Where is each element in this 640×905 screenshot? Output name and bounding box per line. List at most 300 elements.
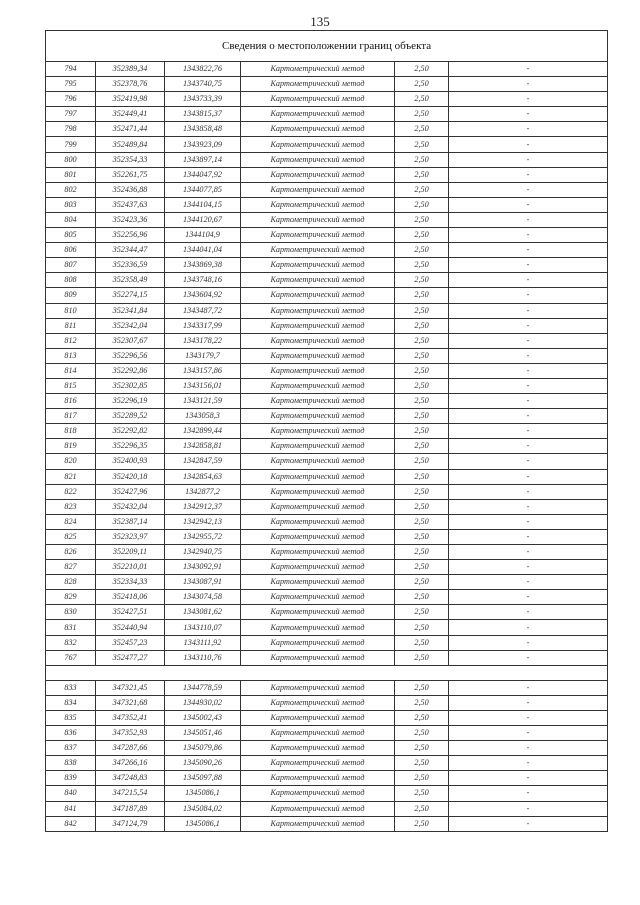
cell-precision: 2,50 — [395, 197, 449, 212]
cell-precision: 2,50 — [395, 635, 449, 650]
table-row — [46, 77, 608, 92]
table-row — [46, 122, 608, 137]
page-number: 135 — [310, 14, 330, 29]
cell-coord-y: 1343822,76 — [165, 62, 241, 77]
cell-description: - — [449, 560, 608, 575]
cell-point-number: 799 — [46, 137, 96, 152]
cell-point-number: 798 — [46, 122, 96, 137]
table-row — [46, 454, 608, 469]
cell-coord-y: 1342847,59 — [165, 454, 241, 469]
cell-method: Картометрический метод — [241, 212, 395, 227]
cell-coord-x: 352336,59 — [96, 258, 165, 273]
cell-coord-y: 1343111,92 — [165, 635, 241, 650]
cell-coord-y: 1345090,26 — [165, 756, 241, 771]
cell-precision: 2,50 — [395, 620, 449, 635]
cell-coord-y: 1343074,58 — [165, 590, 241, 605]
cell-precision: 2,50 — [395, 575, 449, 590]
cell-coord-x: 352437,63 — [96, 197, 165, 212]
cell-method: Картометрический метод — [241, 635, 395, 650]
cell-description: - — [449, 741, 608, 756]
cell-point-number: 797 — [46, 107, 96, 122]
cell-point-number: 819 — [46, 439, 96, 454]
cell-coord-y: 1343087,91 — [165, 575, 241, 590]
cell-coord-y: 1343317,99 — [165, 318, 241, 333]
cell-description: - — [449, 303, 608, 318]
cell-method: Картометрический метод — [241, 710, 395, 725]
cell-precision: 2,50 — [395, 243, 449, 258]
table-row — [46, 816, 608, 831]
coordinates-table — [45, 30, 608, 832]
cell-description: - — [449, 545, 608, 560]
cell-point-number: 833 — [46, 680, 96, 695]
cell-precision: 2,50 — [395, 484, 449, 499]
cell-coord-y: 1342955,72 — [165, 529, 241, 544]
cell-description: - — [449, 590, 608, 605]
cell-coord-x: 347287,66 — [96, 741, 165, 756]
cell-method: Картометрический метод — [241, 786, 395, 801]
cell-description: - — [449, 92, 608, 107]
table-row — [46, 167, 608, 182]
cell-coord-x: 352209,11 — [96, 545, 165, 560]
cell-coord-x: 352389,34 — [96, 62, 165, 77]
table-row — [46, 212, 608, 227]
table-row — [46, 786, 608, 801]
cell-method: Картометрический метод — [241, 545, 395, 560]
cell-coord-x: 352256,96 — [96, 228, 165, 243]
cell-coord-x: 352436,88 — [96, 182, 165, 197]
cell-coord-y: 1342858,81 — [165, 439, 241, 454]
cell-precision: 2,50 — [395, 499, 449, 514]
cell-coord-y: 1343733,39 — [165, 92, 241, 107]
cell-coord-y: 1344047,92 — [165, 167, 241, 182]
cell-precision: 2,50 — [395, 77, 449, 92]
cell-coord-y: 1342877,2 — [165, 484, 241, 499]
cell-point-number: 800 — [46, 152, 96, 167]
cell-precision: 2,50 — [395, 545, 449, 560]
cell-description: - — [449, 635, 608, 650]
cell-point-number: 839 — [46, 771, 96, 786]
cell-description: - — [449, 816, 608, 831]
table-row — [46, 197, 608, 212]
cell-coord-y: 1343748,16 — [165, 273, 241, 288]
cell-description: - — [449, 348, 608, 363]
cell-coord-x: 352289,52 — [96, 409, 165, 424]
cell-coord-y: 1344120,67 — [165, 212, 241, 227]
cell-coord-x: 352341,84 — [96, 303, 165, 318]
table-row — [46, 710, 608, 725]
cell-method: Картометрический метод — [241, 439, 395, 454]
cell-point-number: 795 — [46, 77, 96, 92]
cell-method: Картометрический метод — [241, 394, 395, 409]
cell-coord-y: 1342940,75 — [165, 545, 241, 560]
cell-coord-x: 352302,85 — [96, 378, 165, 393]
separator-cell — [46, 665, 608, 680]
cell-coord-y: 1343604,92 — [165, 288, 241, 303]
cell-method: Картометрический метод — [241, 741, 395, 756]
cell-description: - — [449, 469, 608, 484]
cell-coord-x: 352457,23 — [96, 635, 165, 650]
table-row — [46, 726, 608, 741]
cell-coord-x: 352342,04 — [96, 318, 165, 333]
cell-description: - — [449, 756, 608, 771]
cell-precision: 2,50 — [395, 333, 449, 348]
cell-precision: 2,50 — [395, 726, 449, 741]
cell-point-number: 841 — [46, 801, 96, 816]
table-row — [46, 756, 608, 771]
cell-precision: 2,50 — [395, 605, 449, 620]
cell-description: - — [449, 695, 608, 710]
cell-method: Картометрический метод — [241, 756, 395, 771]
cell-precision: 2,50 — [395, 710, 449, 725]
cell-coord-x: 352358,49 — [96, 273, 165, 288]
cell-method: Картометрический метод — [241, 529, 395, 544]
cell-method: Картометрический метод — [241, 228, 395, 243]
cell-point-number: 806 — [46, 243, 96, 258]
cell-precision: 2,50 — [395, 816, 449, 831]
cell-coord-x: 352427,96 — [96, 484, 165, 499]
cell-precision: 2,50 — [395, 258, 449, 273]
cell-coord-y: 1343058,3 — [165, 409, 241, 424]
table-row — [46, 273, 608, 288]
cell-coord-y: 1343869,38 — [165, 258, 241, 273]
cell-precision: 2,50 — [395, 424, 449, 439]
cell-point-number: 802 — [46, 182, 96, 197]
table-row — [46, 771, 608, 786]
cell-point-number: 796 — [46, 92, 96, 107]
cell-precision: 2,50 — [395, 137, 449, 152]
separator-row — [46, 665, 608, 680]
cell-precision: 2,50 — [395, 318, 449, 333]
cell-coord-x: 352427,51 — [96, 605, 165, 620]
table-row — [46, 741, 608, 756]
table-row — [46, 801, 608, 816]
cell-coord-x: 347352,93 — [96, 726, 165, 741]
cell-description: - — [449, 318, 608, 333]
cell-method: Картометрический метод — [241, 590, 395, 605]
table-row — [46, 303, 608, 318]
cell-coord-x: 347352,41 — [96, 710, 165, 725]
cell-coord-y: 1343815,37 — [165, 107, 241, 122]
cell-method: Картометрический метод — [241, 258, 395, 273]
cell-point-number: 820 — [46, 454, 96, 469]
table-row — [46, 137, 608, 152]
cell-coord-y: 1344104,15 — [165, 197, 241, 212]
cell-point-number: 804 — [46, 212, 96, 227]
table-row — [46, 318, 608, 333]
cell-point-number: 767 — [46, 650, 96, 665]
cell-method: Картометрический метод — [241, 243, 395, 258]
cell-coord-x: 347248,83 — [96, 771, 165, 786]
cell-coord-y: 1345097,88 — [165, 771, 241, 786]
table-row — [46, 590, 608, 605]
cell-description: - — [449, 333, 608, 348]
cell-precision: 2,50 — [395, 107, 449, 122]
cell-description: - — [449, 182, 608, 197]
cell-coord-y: 1342899,44 — [165, 424, 241, 439]
cell-point-number: 807 — [46, 258, 96, 273]
cell-point-number: 826 — [46, 545, 96, 560]
cell-method: Картометрический метод — [241, 62, 395, 77]
cell-point-number: 822 — [46, 484, 96, 499]
cell-description: - — [449, 514, 608, 529]
cell-precision: 2,50 — [395, 529, 449, 544]
cell-coord-y: 1343157,86 — [165, 363, 241, 378]
cell-description: - — [449, 484, 608, 499]
table-row — [46, 243, 608, 258]
cell-precision: 2,50 — [395, 303, 449, 318]
cell-description: - — [449, 575, 608, 590]
cell-coord-y: 1342942,13 — [165, 514, 241, 529]
cell-method: Картометрический метод — [241, 107, 395, 122]
cell-precision: 2,50 — [395, 469, 449, 484]
cell-description: - — [449, 454, 608, 469]
table-row — [46, 394, 608, 409]
cell-coord-x: 352307,67 — [96, 333, 165, 348]
cell-coord-x: 352296,56 — [96, 348, 165, 363]
cell-method: Картометрический метод — [241, 680, 395, 695]
cell-method: Картометрический метод — [241, 122, 395, 137]
cell-coord-y: 1345086,1 — [165, 816, 241, 831]
cell-coord-x: 352344,47 — [96, 243, 165, 258]
cell-coord-y: 1344930,02 — [165, 695, 241, 710]
table-row — [46, 469, 608, 484]
cell-description: - — [449, 726, 608, 741]
cell-method: Картометрический метод — [241, 469, 395, 484]
cell-coord-x: 352423,36 — [96, 212, 165, 227]
cell-description: - — [449, 228, 608, 243]
cell-coord-y: 1343923,09 — [165, 137, 241, 152]
cell-point-number: 809 — [46, 288, 96, 303]
cell-description: - — [449, 801, 608, 816]
cell-coord-x: 352477,27 — [96, 650, 165, 665]
table-row — [46, 288, 608, 303]
cell-coord-y: 1343110,07 — [165, 620, 241, 635]
cell-description: - — [449, 167, 608, 182]
cell-coord-x: 352274,15 — [96, 288, 165, 303]
table-row — [46, 635, 608, 650]
cell-point-number: 811 — [46, 318, 96, 333]
table-row — [46, 424, 608, 439]
cell-description: - — [449, 288, 608, 303]
table-row — [46, 514, 608, 529]
cell-coord-x: 352418,06 — [96, 590, 165, 605]
cell-method: Картометрический метод — [241, 348, 395, 363]
cell-precision: 2,50 — [395, 695, 449, 710]
cell-description: - — [449, 394, 608, 409]
cell-method: Картометрический метод — [241, 152, 395, 167]
table-row — [46, 228, 608, 243]
cell-coord-x: 352420,18 — [96, 469, 165, 484]
cell-coord-x: 352334,33 — [96, 575, 165, 590]
cell-coord-y: 1343740,75 — [165, 77, 241, 92]
cell-precision: 2,50 — [395, 167, 449, 182]
cell-method: Картометрический метод — [241, 650, 395, 665]
cell-point-number: 827 — [46, 560, 96, 575]
cell-description: - — [449, 258, 608, 273]
cell-coord-y: 1342912,37 — [165, 499, 241, 514]
table-row — [46, 409, 608, 424]
table-row — [46, 605, 608, 620]
cell-precision: 2,50 — [395, 439, 449, 454]
coordinates-table-frame — [45, 30, 607, 832]
cell-precision: 2,50 — [395, 409, 449, 424]
cell-description: - — [449, 409, 608, 424]
cell-coord-y: 1345002,43 — [165, 710, 241, 725]
cell-precision: 2,50 — [395, 122, 449, 137]
table-row — [46, 620, 608, 635]
table-row — [46, 529, 608, 544]
cell-method: Картометрический метод — [241, 726, 395, 741]
cell-method: Картометрический метод — [241, 801, 395, 816]
cell-point-number: 803 — [46, 197, 96, 212]
cell-point-number: 825 — [46, 529, 96, 544]
cell-point-number: 829 — [46, 590, 96, 605]
cell-method: Картометрический метод — [241, 333, 395, 348]
cell-description: - — [449, 771, 608, 786]
cell-coord-y: 1344778,59 — [165, 680, 241, 695]
table-row — [46, 650, 608, 665]
cell-coord-x: 347215,54 — [96, 786, 165, 801]
cell-coord-x: 347321,45 — [96, 680, 165, 695]
cell-point-number: 828 — [46, 575, 96, 590]
table-row — [46, 92, 608, 107]
cell-point-number: 815 — [46, 378, 96, 393]
cell-coord-y: 1345079,86 — [165, 741, 241, 756]
cell-method: Картометрический метод — [241, 816, 395, 831]
cell-precision: 2,50 — [395, 363, 449, 378]
cell-point-number: 821 — [46, 469, 96, 484]
cell-method: Картометрический метод — [241, 273, 395, 288]
cell-precision: 2,50 — [395, 394, 449, 409]
cell-coord-y: 1345051,46 — [165, 726, 241, 741]
cell-coord-x: 352440,94 — [96, 620, 165, 635]
cell-coord-y: 1345086,1 — [165, 786, 241, 801]
cell-precision: 2,50 — [395, 741, 449, 756]
cell-coord-y: 1343897,14 — [165, 152, 241, 167]
cell-method: Картометрический метод — [241, 620, 395, 635]
table-row — [46, 575, 608, 590]
cell-point-number: 831 — [46, 620, 96, 635]
cell-description: - — [449, 122, 608, 137]
cell-point-number: 823 — [46, 499, 96, 514]
cell-point-number: 812 — [46, 333, 96, 348]
cell-description: - — [449, 243, 608, 258]
cell-description: - — [449, 786, 608, 801]
cell-description: - — [449, 605, 608, 620]
cell-method: Картометрический метод — [241, 197, 395, 212]
cell-description: - — [449, 529, 608, 544]
table-title: Сведения о местоположении границ объекта — [46, 31, 608, 62]
cell-method: Картометрический метод — [241, 499, 395, 514]
cell-precision: 2,50 — [395, 228, 449, 243]
cell-point-number: 808 — [46, 273, 96, 288]
cell-method: Картометрический метод — [241, 560, 395, 575]
cell-coord-y: 1343121,59 — [165, 394, 241, 409]
cell-precision: 2,50 — [395, 771, 449, 786]
cell-coord-x: 352323,97 — [96, 529, 165, 544]
table-row — [46, 348, 608, 363]
cell-point-number: 838 — [46, 756, 96, 771]
cell-method: Картометрический метод — [241, 484, 395, 499]
cell-coord-x: 352449,41 — [96, 107, 165, 122]
table-row — [46, 484, 608, 499]
cell-coord-x: 352210,01 — [96, 560, 165, 575]
cell-coord-y: 1345084,02 — [165, 801, 241, 816]
cell-precision: 2,50 — [395, 348, 449, 363]
cell-point-number: 794 — [46, 62, 96, 77]
cell-point-number: 824 — [46, 514, 96, 529]
table-row — [46, 258, 608, 273]
cell-point-number: 801 — [46, 167, 96, 182]
cell-description: - — [449, 378, 608, 393]
cell-description: - — [449, 499, 608, 514]
cell-description: - — [449, 273, 608, 288]
cell-coord-y: 1343858,48 — [165, 122, 241, 137]
cell-coord-y: 1344104,9 — [165, 228, 241, 243]
cell-coord-x: 352261,75 — [96, 167, 165, 182]
cell-point-number: 842 — [46, 816, 96, 831]
cell-precision: 2,50 — [395, 650, 449, 665]
cell-coord-x: 352400,93 — [96, 454, 165, 469]
cell-method: Картометрический метод — [241, 454, 395, 469]
cell-coord-x: 352489,84 — [96, 137, 165, 152]
cell-method: Картометрический метод — [241, 605, 395, 620]
cell-description: - — [449, 439, 608, 454]
table-row — [46, 152, 608, 167]
cell-coord-y: 1343081,62 — [165, 605, 241, 620]
cell-coord-x: 347124,79 — [96, 816, 165, 831]
cell-precision: 2,50 — [395, 801, 449, 816]
table-row — [46, 182, 608, 197]
table-row — [46, 499, 608, 514]
cell-coord-x: 352387,14 — [96, 514, 165, 529]
cell-coord-x: 347187,89 — [96, 801, 165, 816]
cell-method: Картометрический метод — [241, 771, 395, 786]
cell-point-number: 813 — [46, 348, 96, 363]
cell-description: - — [449, 424, 608, 439]
cell-description: - — [449, 77, 608, 92]
cell-coord-x: 352292,82 — [96, 424, 165, 439]
table-row — [46, 695, 608, 710]
cell-point-number: 834 — [46, 695, 96, 710]
cell-precision: 2,50 — [395, 590, 449, 605]
cell-method: Картометрический метод — [241, 182, 395, 197]
cell-precision: 2,50 — [395, 514, 449, 529]
table-row — [46, 680, 608, 695]
cell-coord-y: 1343110,76 — [165, 650, 241, 665]
cell-method: Картометрический метод — [241, 695, 395, 710]
table-row — [46, 363, 608, 378]
cell-method: Картометрический метод — [241, 77, 395, 92]
cell-coord-y: 1343179,7 — [165, 348, 241, 363]
cell-point-number: 835 — [46, 710, 96, 725]
cell-point-number: 836 — [46, 726, 96, 741]
cell-method: Картометрический метод — [241, 92, 395, 107]
cell-method: Картометрический метод — [241, 288, 395, 303]
cell-description: - — [449, 62, 608, 77]
table-row — [46, 439, 608, 454]
cell-coord-x: 352296,19 — [96, 394, 165, 409]
cell-coord-y: 1342854,63 — [165, 469, 241, 484]
cell-coord-x: 352378,76 — [96, 77, 165, 92]
cell-precision: 2,50 — [395, 273, 449, 288]
cell-point-number: 814 — [46, 363, 96, 378]
cell-description: - — [449, 137, 608, 152]
cell-point-number: 817 — [46, 409, 96, 424]
cell-coord-x: 347266,16 — [96, 756, 165, 771]
cell-point-number: 818 — [46, 424, 96, 439]
cell-description: - — [449, 680, 608, 695]
